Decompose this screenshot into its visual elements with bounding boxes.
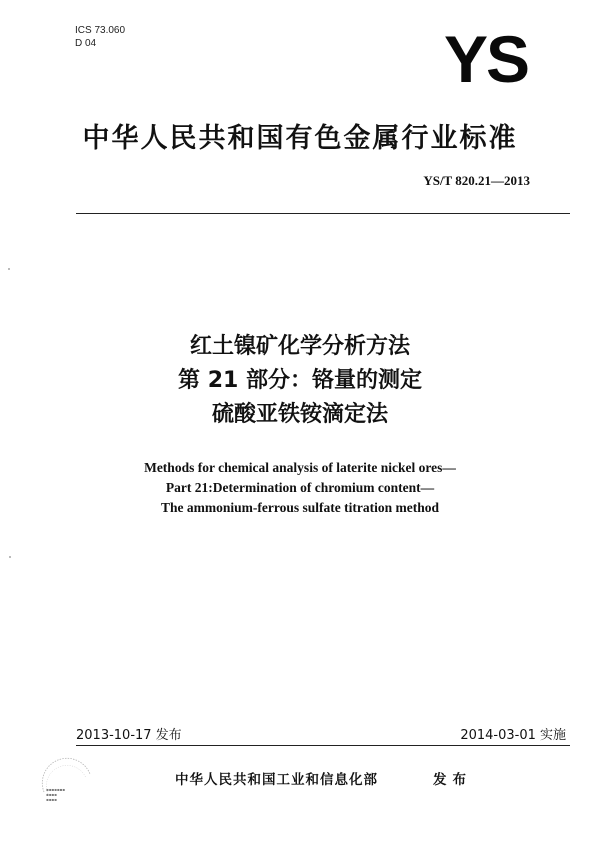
chinese-title bbox=[0, 330, 600, 432]
implementation-date: 2014-03-01 实施 bbox=[460, 728, 566, 743]
standard-number: YS/T 820.21—2013 bbox=[423, 173, 530, 188]
issue-verb: 发布 bbox=[433, 772, 472, 788]
bottom-divider bbox=[76, 745, 570, 746]
issuing-authority: 中华人民共和国工业和信息化部 bbox=[175, 772, 378, 788]
classification-codes bbox=[75, 24, 125, 50]
chinese-title-line-2: 第 21 部分：铬量的测定 bbox=[178, 368, 422, 393]
library-stamp-text: ▪▪▪▪▪▪▪ ▪▪▪▪ ▪▪▪▪ bbox=[46, 787, 65, 802]
standard-category-title: 中华人民共和国有色金属行业标准 bbox=[82, 123, 518, 154]
english-title bbox=[0, 458, 600, 518]
english-title-line-3: The ammonium-ferrous sulfate titration method bbox=[161, 500, 439, 515]
top-divider bbox=[76, 213, 570, 214]
english-title-line-2: Part 21:Determination of chromium content— bbox=[165, 480, 435, 495]
scan-speck bbox=[9, 556, 11, 558]
ics-code: ICS 73.060 bbox=[75, 25, 126, 36]
ccs-code: D 04 bbox=[75, 38, 97, 49]
chinese-title-line-3: 硫酸亚铁铵滴定法 bbox=[211, 402, 388, 427]
ys-logo: YS bbox=[443, 22, 528, 96]
issue-date: 2013-10-17 发布 bbox=[76, 728, 182, 743]
chinese-title-line-1: 红土镍矿化学分析方法 bbox=[189, 334, 410, 359]
scan-speck bbox=[8, 268, 10, 270]
english-title-line-1: Methods for chemical analysis of laterite nickel ores— bbox=[144, 460, 456, 475]
